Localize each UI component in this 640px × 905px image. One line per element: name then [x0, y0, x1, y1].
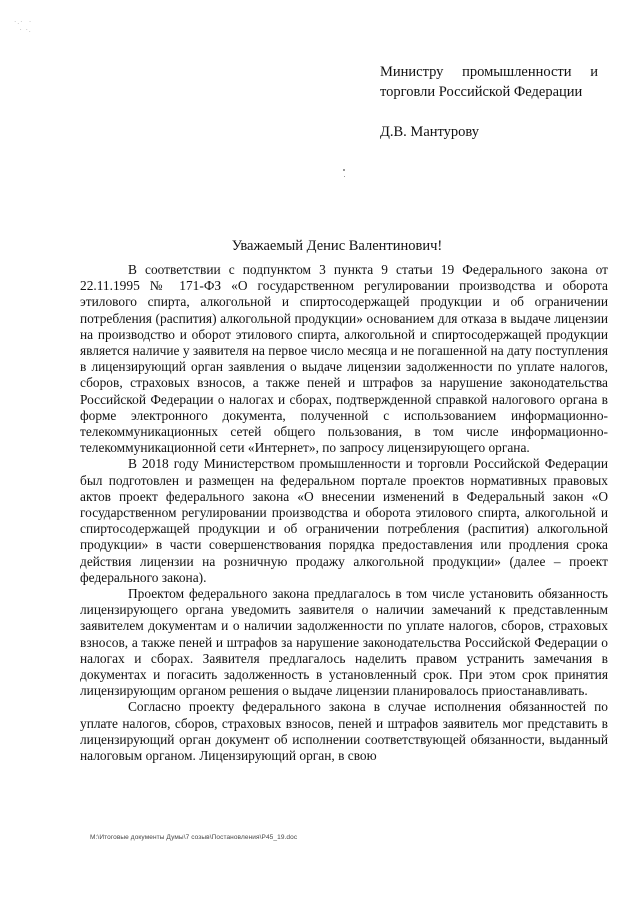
scan-dot: [343, 169, 345, 171]
addressee-ministry-line: торговли Российской Федерации: [380, 84, 583, 100]
addressee-word: и: [590, 64, 598, 80]
greeting: Уважаемый Денис Валентинович!: [231, 238, 443, 254]
paragraph: Проектом федерального закона предлагалось в том числе установить обязанность лицензирующего органа уведомить заявителя о наличии замечаний к представленным заявителем документам и о наличии задолженности по уплате налогов, сборов, страховых взносов, а также пеней и штрафов за нарушение законодательства Российской Федерации о налогах и сборах. Заявителя предлагалось наделить правом устранить замечания в документах и погасить задолженность в установленный срок. При этом срок принятия лицензирующим органом решения о выдаче лицензии планировалось приостанавливать.: [80, 586, 608, 699]
addressee-block: [380, 62, 598, 142]
letter-body: [80, 262, 608, 764]
scan-artifact-mark: ·.· · · ·.: [14, 18, 33, 34]
file-path-footer: M:\Итоговые документы Думы\7 созыв\Постановления\Р45_19.doc: [90, 834, 298, 841]
addressee-word: Министру: [380, 64, 444, 80]
paragraph: Согласно проекту федерального закона в случае исполнения обязанностей по уплате налогов, сборов, страховых взносов, пеней и штрафов заявитель мог представить в лицензирующий орган документ об исполнении соответствующей обязанности, выданный налоговым органом. Лицензирующий орган, в свою: [80, 699, 608, 764]
addressee-name: Д.В. Мантурову: [380, 124, 480, 140]
paragraph: В соответствии с подпунктом 3 пункта 9 статьи 19 Федерального закона от 22.11.1995 № 171-ФЗ «О государственном регулировании производства и оборота этилового спирта, алкогольной и спиртосодержащей продукции и об ограничении потребления (распития) алкогольной продукции» основанием для отказа в выдаче лицензии на производство и оборот этилового спирта, алкогольной и спиртосодержащей продукции является наличие у заявителя на первое число месяца и не погашенной на дату поступления в лицензирующий орган заявления о выдаче лицензии задолженности по уплате налогов, сборов, страховых взносов, а также пеней и штрафов за нарушение законодательства Российской Федерации о налогах и сборах, подтвержденной справкой налогового органа в форме электронного документа, полученной с использованием информационно-телекоммуникационных сетей общего пользования, в том числе информационно-телекоммуникационной сети «Интернет», по запросу лицензирующего органа.: [80, 262, 608, 456]
scan-dot: [344, 176, 345, 177]
addressee-position-line: [380, 62, 598, 82]
paragraph: В 2018 году Министерством промышленности и торговли Российской Федерации был подготовлен и размещен на федеральном портале проектов нормативных правовых актов проект федерального закона «О внесении изменений в Федеральный закон «О государственном регулировании производства и оборота этилового спирта, алкогольной и спиртосодержащей продукции и об ограничении потребления (распития) алкогольной продукции» в части совершенствования порядка предоставления или продления срока действия лицензии на розничную продажу алкогольной продукции» (далее – проект федерального закона).: [80, 456, 608, 585]
addressee-word: промышленности: [462, 64, 572, 80]
